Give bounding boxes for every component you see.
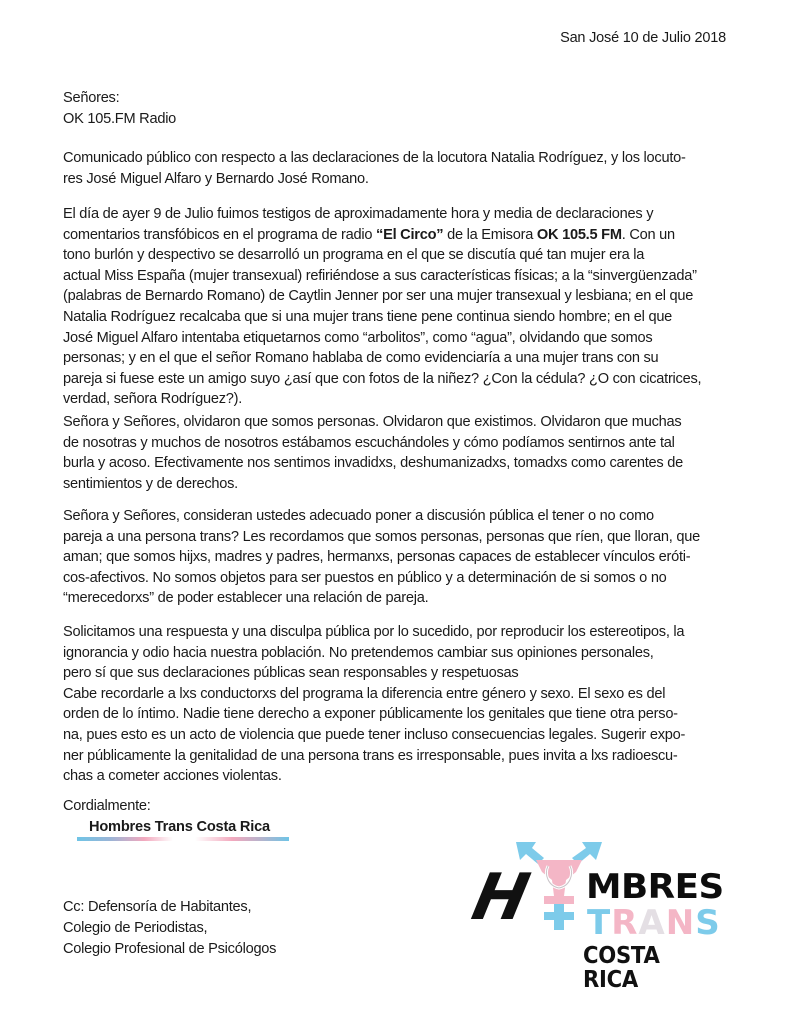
logo-letter: S bbox=[695, 903, 721, 943]
text-line: Comunicado público con respecto a las declaraciones de la locutora Natalia Rodríguez, y los locuto- bbox=[63, 150, 686, 166]
letter-date: San José 10 de Julio 2018 bbox=[560, 30, 726, 46]
text-line: El día de ayer 9 de Julio fuimos testigos de aproximadamente hora y media de declaraciones y bbox=[63, 206, 654, 222]
text-span: . Con un bbox=[621, 226, 675, 243]
text-line: cos-afectivos. No somos objetos para ser puestos en público y a determinación de si somos o no bbox=[63, 569, 667, 586]
signature-name: Hombres Trans Costa Rica bbox=[89, 818, 270, 835]
logo-letter: A bbox=[638, 903, 666, 943]
cc-line: Colegio de Periodistas, bbox=[63, 920, 208, 936]
text-line: Señora y Señores, consideran ustedes adecuado poner a discusión pública el tener o no como bbox=[63, 508, 654, 524]
text-line: personas; y en el que el señor Romano hablaba de como evidenciaría a una mujer trans con su bbox=[63, 350, 659, 367]
salutation bbox=[63, 88, 733, 129]
text-line: ignorancia y odio hacia nuestra población. No pretendemos cambiar sus opiniones personales, bbox=[63, 644, 654, 661]
text-line: burla y acoso. Efectivamente nos sentimos invadidxs, deshumanizadxs, tomadxs como carentes de bbox=[63, 455, 684, 472]
logo-letter: N bbox=[665, 903, 696, 943]
text-line: Cabe recordarle a lxs conductorxs del programa la diferencia entre género y sexo. El sexo es del bbox=[63, 685, 666, 702]
logo-word-mbres: MBRES bbox=[586, 867, 724, 907]
text-line: res José Miguel Alfaro y Bernardo José Romano. bbox=[63, 170, 369, 187]
hombres-trans-logo bbox=[466, 838, 730, 993]
logo-letter-h: H bbox=[466, 861, 534, 935]
cc-line: Cc: Defensoría de Habitantes, bbox=[63, 899, 252, 915]
salutation-line: Señores: bbox=[63, 90, 120, 106]
signature-underline-left bbox=[77, 837, 173, 841]
text-line: tono burlón y despectivo se desarrolló un programa en el que se discutía qué tan mujer era la bbox=[63, 247, 645, 264]
text-line: ner públicamente la genitalidad de una persona trans es irresponsable, pues invita a lxs radioescu- bbox=[63, 747, 678, 764]
cc-line: Colegio Profesional de Psicólogos bbox=[63, 941, 277, 957]
text-line: José Miguel Alfaro intentaba etiquetarnos como “arbolitos”, como “agua”, olvidando que somos bbox=[63, 329, 653, 346]
paragraph-4 bbox=[63, 622, 733, 787]
text-line: aman; que somos hijxs, madres y padres, hermanxs, personas capaces de establecer vínculos eróti- bbox=[63, 549, 691, 566]
text-line: verdad, señora Rodríguez?). bbox=[63, 391, 243, 408]
text-line: (palabras de Bernardo Romano) de Caytlin Jenner por ser una mujer transexual y lesbiana; en el que bbox=[63, 288, 694, 305]
recipient-line: OK 105.FM Radio bbox=[63, 110, 177, 127]
paragraph-2 bbox=[63, 412, 733, 494]
paragraph-1 bbox=[63, 204, 733, 410]
text-line: Solicitamos una respuesta y una disculpa pública por lo sucedido, por reproducir los estereotipos, la bbox=[63, 624, 685, 640]
text-line: orden de lo íntimo. Nadie tiene derecho a exponer públicamente los genitales que tiene otra perso- bbox=[63, 706, 678, 723]
logo-word-costa-rica: COSTA RICA bbox=[583, 943, 660, 993]
closing-text: Cordialmente: bbox=[63, 798, 151, 814]
text-line: chas a cometer acciones violentas. bbox=[63, 768, 282, 785]
text-line: pero sí que sus declaraciones públicas sean responsables y respetuosas bbox=[63, 665, 519, 682]
logo-word-trans bbox=[587, 903, 721, 943]
text-line: “merecedorxs” de poder establecer una relación de pareja. bbox=[63, 590, 429, 607]
station-name: OK 105.5 FM bbox=[536, 226, 622, 243]
text-line: pareja si fuese este un amigo suyo ¿así que con fotos de la niñez? ¿Con la cédula? ¿O con cicatrices, bbox=[63, 370, 702, 387]
subject-paragraph bbox=[63, 148, 733, 189]
logo-letter: R bbox=[611, 903, 639, 943]
text-line: Señora y Señores, olvidaron que somos personas. Olvidaron que existimos. Olvidaron que muchas bbox=[63, 414, 682, 430]
text-line: sentimientos y de derechos. bbox=[63, 475, 238, 492]
text-line: actual Miss España (mujer transexual) refiriéndose a sus características físicas; a la “sinvergüenzada” bbox=[63, 267, 697, 284]
text-line: de nosotras y muchos de nosotros estábamos escuchándoles y cómo podíamos sentirnos ante tal bbox=[63, 434, 675, 451]
program-name: “El Circo” bbox=[376, 226, 444, 243]
signature-underline-right bbox=[195, 837, 289, 841]
text-line bbox=[63, 225, 733, 246]
paragraph-3 bbox=[63, 506, 733, 609]
text-line: Natalia Rodríguez recalcaba que si una mujer trans tiene pene continua siendo hombre; en el que bbox=[63, 308, 673, 325]
logo-letter: T bbox=[587, 903, 612, 943]
text-line: pareja a una persona trans? Les recordamos que somos personas, personas que ríen, que lloran, que bbox=[63, 528, 700, 545]
closing bbox=[63, 796, 733, 837]
text-span: de la Emisora bbox=[443, 226, 537, 243]
text-line: na, pues esto es un acto de violencia que puede tener incluso consecuencias legales. Sugerir expo- bbox=[63, 726, 686, 743]
text-span: comentarios transfóbicos en el programa de radio bbox=[63, 226, 377, 243]
